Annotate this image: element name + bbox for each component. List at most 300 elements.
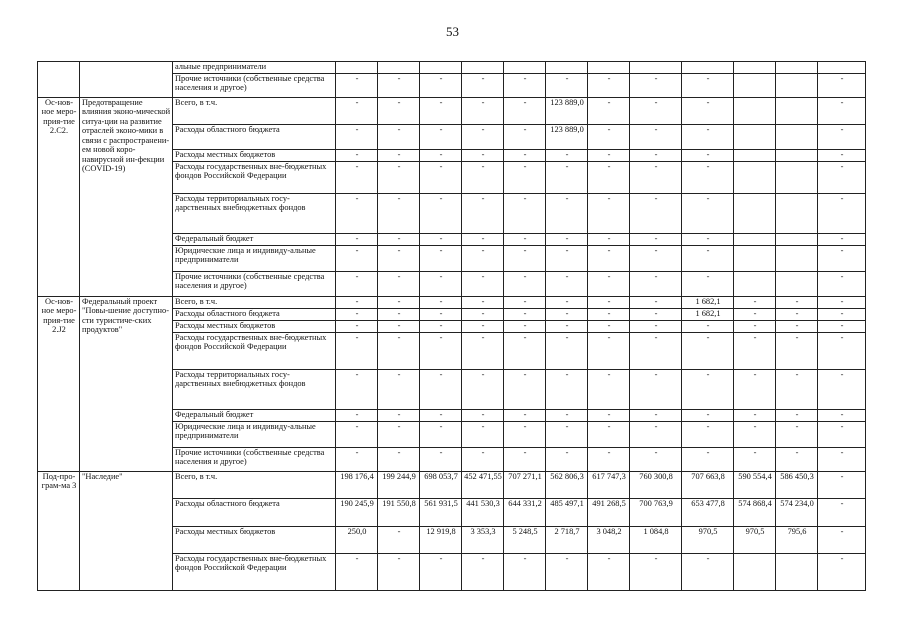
value-cell: - [630,308,682,320]
value-cell: - [336,73,378,97]
value-cell: - [588,332,630,369]
value-cell: - [420,320,462,332]
value-cell: - [682,245,734,271]
value-cell: - [630,149,682,161]
value-cell: - [818,73,866,97]
value-cell: - [682,193,734,233]
value-cell [734,62,776,74]
activity-name-cell: Федеральный проект "Повы-шение доступно-сти туристиче-ских продуктов" [80,296,173,471]
value-cell: - [462,369,504,409]
value-cell: - [462,296,504,308]
value-cell: - [378,421,420,447]
value-cell: - [504,421,546,447]
value-cell: - [378,369,420,409]
value-cell: - [630,233,682,245]
value-cell: 700 763,9 [630,498,682,526]
value-cell: - [682,271,734,296]
funding-source-cell: Юридические лица и индивиду-альные предприниматели [173,245,336,271]
value-cell: - [682,421,734,447]
value-cell: - [630,73,682,97]
value-cell: - [336,161,378,193]
value-cell: 452 471,55 [462,471,504,498]
value-cell: 970,5 [734,526,776,553]
value-cell: 485 497,1 [546,498,588,526]
funding-source-cell: Расходы областного бюджета [173,498,336,526]
funding-source-cell: Всего, в т.ч. [173,97,336,124]
value-cell: - [818,471,866,498]
value-cell: - [504,97,546,124]
value-cell: - [420,193,462,233]
funding-source-cell: Расходы государственных вне-бюджетных фондов Российской Федерации [173,161,336,193]
value-cell [818,62,866,74]
value-cell: - [818,308,866,320]
value-cell: - [818,447,866,471]
value-cell [776,245,818,271]
activity-code-cell: Ос-нов-ное меро-прия-тие 2.J2 [38,296,80,471]
value-cell: - [420,308,462,320]
value-cell: - [546,369,588,409]
value-cell: - [588,553,630,590]
value-cell: - [504,409,546,421]
funding-source-cell: Расходы государственных вне-бюджетных фондов Российской Федерации [173,553,336,590]
value-cell: 795,6 [776,526,818,553]
value-cell: 586 450,3 [776,471,818,498]
value-cell: - [462,271,504,296]
value-cell: - [546,320,588,332]
value-cell: 190 245,9 [336,498,378,526]
value-cell: - [504,296,546,308]
value-cell: - [734,308,776,320]
value-cell: - [336,332,378,369]
funding-source-cell: Расходы областного бюджета [173,308,336,320]
value-cell: 698 053,7 [420,471,462,498]
value-cell: 644 331,2 [504,498,546,526]
value-cell: - [504,245,546,271]
value-cell: - [588,421,630,447]
value-cell: - [336,320,378,332]
value-cell: - [734,421,776,447]
value-cell [734,73,776,97]
value-cell: - [378,553,420,590]
value-cell: - [630,421,682,447]
value-cell: - [682,149,734,161]
value-cell: - [420,421,462,447]
funding-source-cell: Федеральный бюджет [173,233,336,245]
value-cell [734,124,776,149]
value-cell: - [504,161,546,193]
value-cell [776,149,818,161]
value-cell: - [336,193,378,233]
value-cell: - [818,369,866,409]
value-cell: - [378,161,420,193]
page-number: 53 [446,24,459,39]
funding-source-cell: Расходы государственных вне-бюджетных фондов Российской Федерации [173,332,336,369]
value-cell: - [588,369,630,409]
funding-source-cell: Расходы областного бюджета [173,124,336,149]
value-cell: - [378,526,420,553]
value-cell: - [462,161,504,193]
value-cell: - [682,332,734,369]
value-cell: - [546,332,588,369]
value-cell [378,62,420,74]
value-cell: - [818,498,866,526]
table-row [38,471,866,498]
value-cell: - [630,447,682,471]
value-cell: - [818,149,866,161]
value-cell: - [682,409,734,421]
value-cell [630,62,682,74]
value-cell: - [588,124,630,149]
value-cell: - [588,296,630,308]
value-cell: - [504,149,546,161]
value-cell: - [818,97,866,124]
value-cell: - [336,271,378,296]
value-cell: - [420,369,462,409]
value-cell: - [546,245,588,271]
value-cell: - [734,332,776,369]
value-cell: - [378,308,420,320]
value-cell [546,62,588,74]
value-cell: - [378,193,420,233]
value-cell: - [588,149,630,161]
value-cell: - [630,332,682,369]
value-cell: - [336,124,378,149]
value-cell: - [420,553,462,590]
value-cell: - [818,409,866,421]
value-cell: - [588,409,630,421]
value-cell [776,124,818,149]
funding-source-cell: Прочие источники (собственные средства населения и другое) [173,447,336,471]
value-cell: - [546,161,588,193]
value-cell: - [462,308,504,320]
value-cell: - [776,421,818,447]
value-cell [588,62,630,74]
value-cell [682,62,734,74]
value-cell: - [462,97,504,124]
value-cell: - [462,193,504,233]
value-cell: - [504,332,546,369]
value-cell: - [546,447,588,471]
value-cell: - [776,296,818,308]
value-cell: - [420,149,462,161]
value-cell: - [336,296,378,308]
value-cell: - [378,124,420,149]
value-cell: - [630,369,682,409]
value-cell: 561 931,5 [420,498,462,526]
value-cell: - [336,409,378,421]
value-cell: 5 248,5 [504,526,546,553]
value-cell: - [420,73,462,97]
value-cell: 123 889,0 [546,124,588,149]
value-cell: 574 868,4 [734,498,776,526]
value-cell: - [378,245,420,271]
table-body [38,62,866,591]
value-cell: - [588,245,630,271]
value-cell: 1 084,8 [630,526,682,553]
value-cell: 123 889,0 [546,97,588,124]
value-cell: 250,0 [336,526,378,553]
value-cell: - [588,308,630,320]
funding-source-cell: Прочие источники (собственные средства населения и другое) [173,73,336,97]
funding-source-cell: Расходы территориальных госу-дарственных внебюджетных фондов [173,369,336,409]
value-cell: - [420,409,462,421]
value-cell: - [734,296,776,308]
value-cell: - [630,124,682,149]
value-cell: - [462,73,504,97]
value-cell: - [546,193,588,233]
value-cell [776,271,818,296]
value-cell: - [378,73,420,97]
activity-code-cell [38,62,80,98]
value-cell: - [336,245,378,271]
value-cell: 2 718,7 [546,526,588,553]
value-cell: 191 550,8 [378,498,420,526]
value-cell: - [504,233,546,245]
value-cell [734,271,776,296]
value-cell [734,97,776,124]
value-cell: - [336,369,378,409]
value-cell [734,233,776,245]
value-cell: - [420,245,462,271]
value-cell: - [818,233,866,245]
value-cell: - [546,271,588,296]
value-cell: - [546,553,588,590]
value-cell: - [682,320,734,332]
value-cell: - [682,73,734,97]
value-cell [776,161,818,193]
value-cell: - [734,320,776,332]
value-cell: - [818,245,866,271]
value-cell: 198 176,4 [336,471,378,498]
value-cell: - [378,332,420,369]
value-cell: - [504,369,546,409]
value-cell: 707 271,1 [504,471,546,498]
value-cell: - [776,447,818,471]
value-cell [776,73,818,97]
value-cell: - [420,124,462,149]
value-cell: 653 477,8 [682,498,734,526]
value-cell: - [420,447,462,471]
value-cell: - [818,526,866,553]
value-cell: - [682,233,734,245]
funding-source-cell: Федеральный бюджет [173,409,336,421]
funding-source-cell: альные предприниматели [173,62,336,74]
table-row [38,97,866,124]
value-cell: - [420,271,462,296]
value-cell: - [776,320,818,332]
value-cell: 441 530,3 [462,498,504,526]
value-cell: - [336,447,378,471]
value-cell: - [818,161,866,193]
value-cell: - [546,308,588,320]
value-cell: - [420,97,462,124]
value-cell: - [588,320,630,332]
value-cell: - [504,553,546,590]
value-cell: 491 268,5 [588,498,630,526]
funding-source-cell: Юридические лица и индивиду-альные предприниматели [173,421,336,447]
value-cell [776,193,818,233]
value-cell: 562 806,3 [546,471,588,498]
value-cell: - [462,124,504,149]
value-cell: - [420,332,462,369]
value-cell [734,149,776,161]
value-cell: - [504,308,546,320]
value-cell [336,62,378,74]
funding-source-cell: Расходы территориальных госу-дарственных внебюджетных фондов [173,193,336,233]
value-cell [734,161,776,193]
value-cell: - [630,97,682,124]
value-cell: - [378,149,420,161]
value-cell: - [630,161,682,193]
value-cell: - [504,73,546,97]
value-cell: - [546,233,588,245]
value-cell: - [776,332,818,369]
value-cell: - [630,409,682,421]
value-cell: - [682,97,734,124]
value-cell: - [504,271,546,296]
value-cell [776,62,818,74]
value-cell: - [420,161,462,193]
value-cell: - [462,421,504,447]
value-cell: 3 048,2 [588,526,630,553]
value-cell: 1 682,1 [682,308,734,320]
value-cell: - [818,124,866,149]
value-cell: - [588,271,630,296]
value-cell: - [462,409,504,421]
value-cell: 617 747,3 [588,471,630,498]
value-cell: - [630,296,682,308]
value-cell [420,62,462,74]
value-cell: - [818,553,866,590]
value-cell [734,245,776,271]
activity-code-cell: Под-про-грам-ма 3 [38,471,80,590]
value-cell: - [462,233,504,245]
funding-source-cell: Прочие источники (собственные средства населения и другое) [173,271,336,296]
value-cell: - [588,97,630,124]
value-cell: - [546,149,588,161]
funding-source-cell: Расходы местных бюджетов [173,149,336,161]
value-cell: - [588,193,630,233]
budget-table [37,61,866,591]
value-cell: - [682,447,734,471]
value-cell: - [818,421,866,447]
value-cell: - [462,447,504,471]
value-cell: - [504,124,546,149]
value-cell: 1 682,1 [682,296,734,308]
value-cell: - [462,553,504,590]
value-cell [462,62,504,74]
table-row [38,296,866,308]
value-cell: - [378,447,420,471]
value-cell: - [682,369,734,409]
value-cell: - [504,447,546,471]
value-cell: - [546,421,588,447]
value-cell: 760 300,8 [630,471,682,498]
value-cell [776,97,818,124]
value-cell: - [336,553,378,590]
value-cell [734,193,776,233]
value-cell: - [630,553,682,590]
value-cell: - [588,447,630,471]
value-cell: - [462,332,504,369]
value-cell: - [776,308,818,320]
value-cell: - [462,149,504,161]
table-row [38,62,866,74]
value-cell: - [588,233,630,245]
value-cell: - [734,369,776,409]
value-cell: - [818,320,866,332]
value-cell: - [734,447,776,471]
value-cell: - [546,296,588,308]
value-cell: 12 919,8 [420,526,462,553]
value-cell: 590 554,4 [734,471,776,498]
value-cell [734,553,776,590]
funding-source-cell: Расходы местных бюджетов [173,526,336,553]
value-cell: - [336,97,378,124]
value-cell: - [682,553,734,590]
value-cell: - [630,320,682,332]
value-cell: - [776,369,818,409]
value-cell: - [378,409,420,421]
activity-name-cell: "Наследие" [80,471,173,590]
value-cell: - [682,161,734,193]
value-cell: - [336,308,378,320]
value-cell: 574 234,0 [776,498,818,526]
activity-name-cell [80,62,173,98]
funding-source-cell: Всего, в т.ч. [173,471,336,498]
value-cell: - [818,271,866,296]
value-cell: - [776,409,818,421]
value-cell: - [336,421,378,447]
value-cell: - [336,149,378,161]
value-cell: - [504,193,546,233]
value-cell: - [546,409,588,421]
value-cell: 3 353,3 [462,526,504,553]
value-cell: 970,5 [682,526,734,553]
value-cell: - [734,409,776,421]
value-cell: - [420,233,462,245]
value-cell [776,553,818,590]
funding-source-cell: Всего, в т.ч. [173,296,336,308]
value-cell: - [462,245,504,271]
value-cell: - [420,296,462,308]
value-cell: - [378,97,420,124]
value-cell: - [378,271,420,296]
value-cell [504,62,546,74]
value-cell: - [504,320,546,332]
value-cell: - [682,124,734,149]
value-cell: - [630,271,682,296]
value-cell: - [630,245,682,271]
value-cell: - [818,193,866,233]
value-cell: - [818,332,866,369]
value-cell: - [818,296,866,308]
value-cell: - [588,161,630,193]
value-cell: - [588,73,630,97]
value-cell [776,233,818,245]
activity-code-cell: Ос-нов-ное меро-прия-тие 2.С2. [38,97,80,296]
value-cell: - [546,73,588,97]
activity-name-cell: Предотвращение влияния эконо-мической ситуа-ции на развитие отраслей эконо-мики в связи с распространени-ем новой коро-навирусной ин-фекции (COVID-19) [80,97,173,296]
value-cell: - [336,233,378,245]
value-cell: 199 244,9 [378,471,420,498]
value-cell: - [630,193,682,233]
value-cell: - [378,296,420,308]
funding-source-cell: Расходы местных бюджетов [173,320,336,332]
value-cell: 707 663,8 [682,471,734,498]
value-cell: - [462,320,504,332]
value-cell: - [378,320,420,332]
